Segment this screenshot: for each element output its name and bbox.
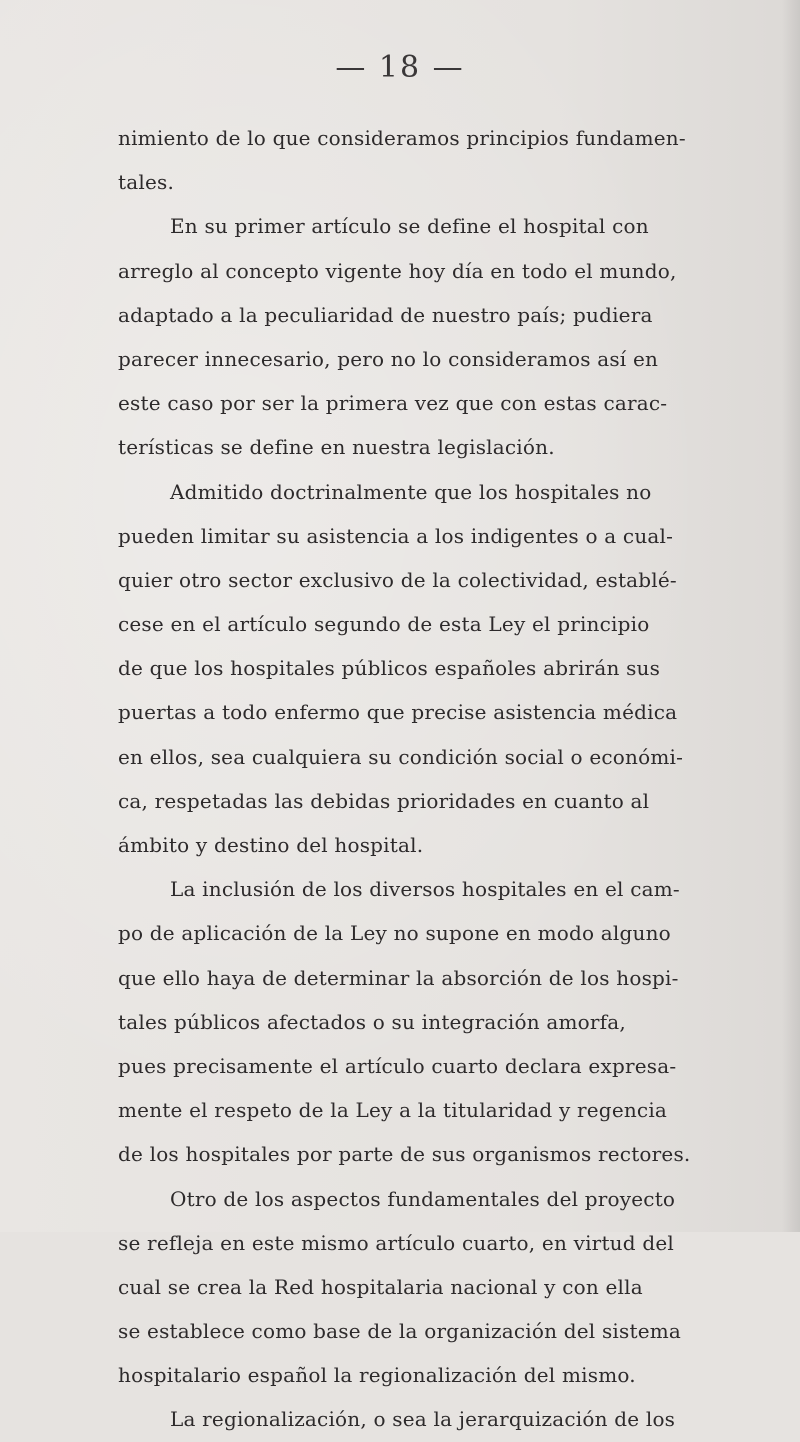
body-text: [118, 116, 798, 1442]
text-line: se refleja en este mismo artículo cuarto, en virtud del: [118, 1230, 674, 1255]
text-line: de los hospitales por parte de sus organismos rectores.: [118, 1142, 691, 1167]
text-line: Otro de los aspectos fundamentales del proyecto: [170, 1186, 676, 1211]
text-line: cese en el artículo segundo de esta Ley el principio: [118, 612, 650, 637]
text-line: cual se crea la Red hospitalaria nacional y con ella: [118, 1274, 643, 1299]
text-line: pueden limitar su asistencia a los indigentes o a cual-: [118, 523, 674, 548]
text-line: adaptado a la peculiaridad de nuestro país; pudiera: [118, 302, 653, 327]
text-line: hospitalario español la regionalización del mismo.: [118, 1363, 636, 1388]
text-line: En su primer artículo se define el hospital con: [170, 214, 649, 239]
text-line: puertas a todo enfermo que precise asistencia médica: [118, 700, 678, 725]
text-line: en ellos, sea cualquiera su condición social o económi-: [118, 744, 684, 769]
text-line: Admitido doctrinalmente que los hospitales no: [170, 479, 652, 504]
text-line: terísticas se define en nuestra legislación.: [118, 435, 555, 460]
page-number: — 18 —: [335, 50, 465, 85]
text-line: ámbito y destino del hospital.: [118, 833, 424, 857]
text-line: de que los hospitales públicos españoles abrirán sus: [118, 656, 661, 681]
text-line: ca, respetadas las debidas prioridades en cuanto al: [118, 788, 650, 813]
text-line: que ello haya de determinar la absorción de los hospi-: [118, 965, 679, 990]
text-line: se establece como base de la organización del sistema: [118, 1319, 682, 1344]
text-line: parecer innecesario, pero no lo consideramos así en: [118, 346, 659, 371]
text-line: tales públicos afectados o su integración amorfa,: [118, 1009, 626, 1034]
text-line: este caso por ser la primera vez que con estas carac-: [118, 391, 668, 416]
text-line: nimiento de lo que consideramos principios fundamen-: [118, 126, 686, 150]
text-line: arreglo al concepto vigente hoy día en todo el mundo,: [118, 258, 677, 283]
text-line: mente el respeto de la Ley a la titularidad y regencia: [118, 1098, 668, 1123]
text-line: quier otro sector exclusivo de la colectividad, establé-: [118, 567, 677, 592]
text-line: po de aplicación de la Ley no supone en modo alguno: [118, 921, 671, 946]
text-line: pues precisamente el artículo cuarto declara expresa-: [118, 1053, 677, 1078]
text-line: La inclusión de los diversos hospitales en el cam-: [170, 877, 680, 902]
text-line: tales.: [118, 170, 175, 195]
text-line: La regionalización, o sea la jerarquización de los: [170, 1407, 676, 1432]
